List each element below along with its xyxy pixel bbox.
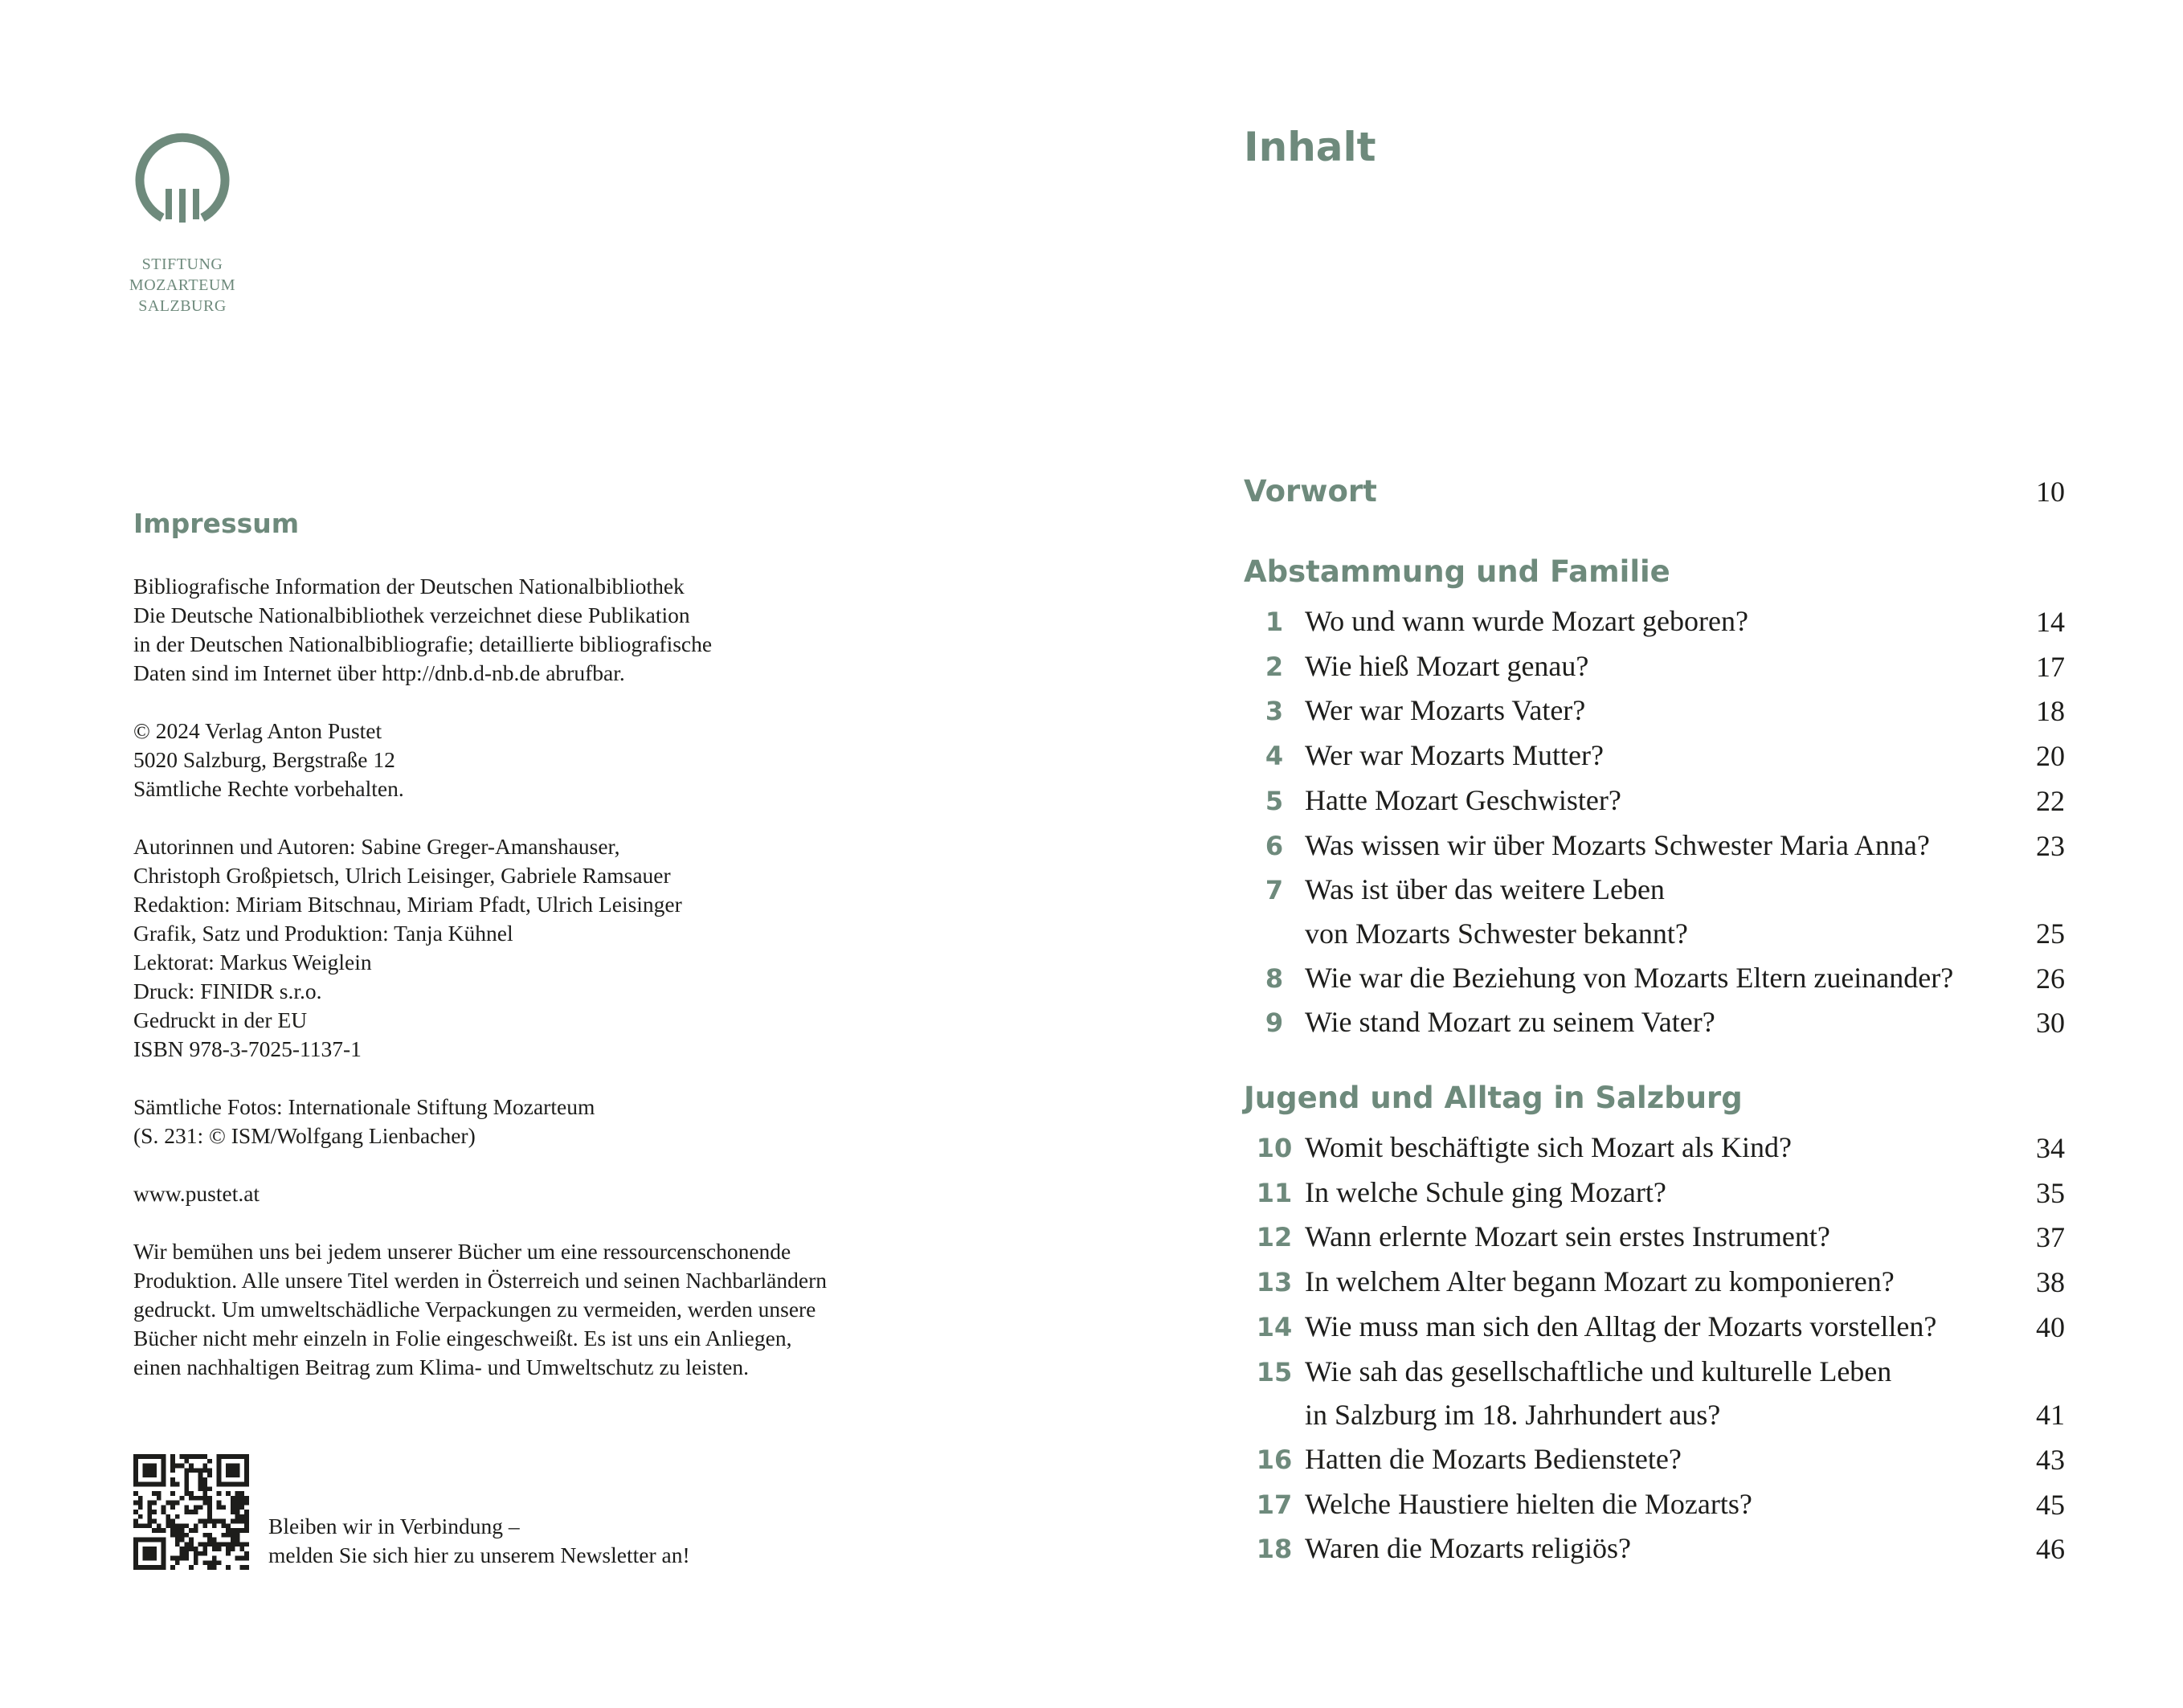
toc-entry-title-line: Wie muss man sich den Alltag der Mozarts vorstellen? xyxy=(1305,1310,1937,1342)
impressum-block xyxy=(133,1093,945,1150)
toc-entry-title[interactable] xyxy=(1305,1437,2009,1481)
toc-entry-page: 46 xyxy=(2036,1533,2065,1566)
toc-entry-title-line: Waren die Mozarts religiös? xyxy=(1305,1532,1631,1565)
toc-entry-number: 16 xyxy=(1256,1444,1293,1475)
toc-entry[interactable] xyxy=(1244,644,2065,689)
impressum-line: gedruckt. Um umweltschädliche Verpackungen zu vermeiden, werden unsere xyxy=(133,1297,816,1322)
toc-entry-number: 10 xyxy=(1256,1133,1293,1164)
toc-entry-number: 8 xyxy=(1265,962,1284,994)
toc-entry-page: 17 xyxy=(2036,650,2065,683)
toc-entry-page: 37 xyxy=(2036,1221,2065,1254)
toc-entry-title[interactable] xyxy=(1305,644,2009,689)
logo-text-line: STIFTUNG xyxy=(141,255,223,273)
toc-entry[interactable] xyxy=(1244,1260,2065,1305)
impressum-line: ISBN 978-3-7025-1137-1 xyxy=(133,1036,362,1061)
impressum-line: Sämtliche Fotos: Internationale Stiftung Mozarteum xyxy=(133,1094,595,1119)
toc-entry-title[interactable] xyxy=(1305,956,2009,1000)
impressum-block xyxy=(133,1179,945,1208)
toc-section-title[interactable]: Jugend und Alltag in Salzburg xyxy=(1244,1081,1743,1116)
toc-entry-page: 43 xyxy=(2036,1443,2065,1476)
impressum-line: Daten sind im Internet über http://dnb.d-nb.de abrufbar. xyxy=(133,660,625,685)
table-of-contents xyxy=(1244,474,2065,1607)
toc-entry-title-line: Was ist über das weitere Leben xyxy=(1305,873,1665,906)
toc-entry[interactable] xyxy=(1244,868,2065,955)
toc-entry-number: 2 xyxy=(1265,651,1284,682)
impressum-block xyxy=(133,717,945,803)
toc-entry-title-line: Wann erlernte Mozart sein erstes Instrument? xyxy=(1305,1220,1830,1253)
toc-section-title[interactable]: Abstammung und Familie xyxy=(1244,554,1670,589)
toc-entry-number: 17 xyxy=(1256,1489,1293,1520)
toc-entry[interactable] xyxy=(1244,1482,2065,1527)
toc-entry-number: 12 xyxy=(1256,1222,1293,1253)
toc-entry[interactable] xyxy=(1244,1171,2065,1216)
toc-title: Inhalt xyxy=(1244,124,1376,170)
toc-entry-page: 38 xyxy=(2036,1266,2065,1299)
toc-section-header[interactable] xyxy=(1244,474,2065,519)
toc-entry-title-line: In welchem Alter begann Mozart zu komponieren? xyxy=(1305,1265,1895,1298)
logo-wordmark xyxy=(96,254,268,317)
toc-entry-page: 45 xyxy=(2036,1488,2065,1521)
impressum-heading: Impressum xyxy=(133,508,300,539)
impressum-line: Christoph Großpietsch, Ulrich Leisinger, Gabriele Ramsauer xyxy=(133,863,671,888)
toc-entry-number: 7 xyxy=(1265,875,1284,906)
toc-entry[interactable] xyxy=(1244,823,2065,868)
toc-entry[interactable] xyxy=(1244,1000,2065,1045)
impressum-line: Produktion. Alle unsere Titel werden in Österreich und seinen Nachbarländern xyxy=(133,1268,827,1293)
toc-entry-title-line: Wie hieß Mozart genau? xyxy=(1305,649,1589,682)
toc-entry-number: 1 xyxy=(1265,607,1284,637)
toc-entry-title-line: Hatte Mozart Geschwister? xyxy=(1305,783,1621,816)
toc-entry-title-line: Was wissen wir über Mozarts Schwester Maria Anna? xyxy=(1305,828,1930,861)
toc-entry-title[interactable] xyxy=(1305,1482,2009,1526)
toc-section xyxy=(1244,474,2065,519)
qr-code-icon[interactable] xyxy=(133,1454,249,1570)
toc-entry[interactable] xyxy=(1244,599,2065,644)
toc-entry-number: 11 xyxy=(1256,1177,1293,1208)
toc-entry[interactable] xyxy=(1244,1305,2065,1350)
toc-entry-title-line: Wer war Mozarts Mutter? xyxy=(1305,739,1604,772)
toc-entry-page: 35 xyxy=(2036,1176,2065,1209)
impressum-line: Druck: FINIDR s.r.o. xyxy=(133,979,322,1003)
toc-entry-title[interactable] xyxy=(1305,599,2009,644)
impressum-body xyxy=(133,572,945,1411)
toc-entry-page: 41 xyxy=(2036,1399,2065,1432)
toc-entry-number: 15 xyxy=(1256,1356,1293,1387)
toc-entry[interactable] xyxy=(1244,956,2065,1001)
logo-text-line: SALZBURG xyxy=(138,297,227,315)
impressum-block xyxy=(133,1237,945,1382)
toc-entry-title[interactable] xyxy=(1305,733,2009,778)
impressum-line: (S. 231: © ISM/Wolfgang Lienbacher) xyxy=(133,1123,476,1148)
toc-entry-page: 22 xyxy=(2036,784,2065,817)
impressum-line: Redaktion: Miriam Bitschnau, Miriam Pfadt, Ulrich Leisinger xyxy=(133,892,682,917)
impressum-line: in der Deutschen Nationalbibliografie; detaillierte bibliografische xyxy=(133,631,713,656)
toc-entry-page: 25 xyxy=(2036,917,2065,950)
toc-entry-number: 3 xyxy=(1265,696,1284,727)
toc-entry-title-line: von Mozarts Schwester bekannt? xyxy=(1305,917,1688,950)
toc-entry-title[interactable] xyxy=(1305,1171,2009,1215)
toc-entry-title-line: In welche Schule ging Mozart? xyxy=(1305,1175,1666,1208)
impressum-line: Grafik, Satz und Produktion: Tanja Kühnel xyxy=(133,921,513,946)
impressum-block xyxy=(133,572,945,688)
toc-section-page: 10 xyxy=(2036,476,2065,508)
toc-entry-title-line: Wo und wann wurde Mozart geboren? xyxy=(1305,605,1748,637)
impressum-line: Die Deutsche Nationalbibliothek verzeichnet diese Publikation xyxy=(133,603,690,627)
logo-text-line: MOZARTEUM xyxy=(129,276,236,294)
impressum-line: Sämtliche Rechte vorbehalten. xyxy=(133,776,404,801)
newsletter-line: Bleiben wir in Verbindung – xyxy=(268,1514,520,1538)
toc-entry[interactable] xyxy=(1244,689,2065,733)
toc-entry-title-line: Welche Haustiere hielten die Mozarts? xyxy=(1305,1487,1752,1520)
impressum-line: Lektorat: Markus Weiglein xyxy=(133,950,372,975)
toc-entry-title[interactable] xyxy=(1305,1215,2009,1259)
toc-entry-title[interactable] xyxy=(1305,1000,2009,1044)
stiftung-mozarteum-logo xyxy=(133,131,231,229)
newsletter-line: melden Sie sich hier zu unserem Newsletter an! xyxy=(268,1543,690,1567)
toc-entry-title[interactable] xyxy=(1305,1305,2009,1349)
toc-entry-number: 13 xyxy=(1256,1267,1293,1298)
toc-entry-title[interactable] xyxy=(1305,1260,2009,1304)
logo-mark-icon xyxy=(133,131,231,229)
toc-entry-number: 5 xyxy=(1265,785,1284,816)
toc-entry-page: 18 xyxy=(2036,695,2065,728)
impressum-block xyxy=(133,832,945,1064)
toc-section-header[interactable] xyxy=(1244,1081,2065,1126)
toc-entry-title[interactable] xyxy=(1305,778,2009,823)
toc-section-header[interactable] xyxy=(1244,554,2065,599)
toc-entry-page: 26 xyxy=(2036,962,2065,995)
toc-entry-page: 20 xyxy=(2036,740,2065,773)
toc-entry-page: 40 xyxy=(2036,1310,2065,1343)
toc-entry-page: 14 xyxy=(2036,606,2065,638)
toc-entry-number: 14 xyxy=(1256,1311,1293,1342)
impressum-line: einen nachhaltigen Beitrag zum Klima- und Umweltschutz zu leisten. xyxy=(133,1355,749,1379)
toc-entry-title[interactable] xyxy=(1305,689,2009,733)
impressum-line: Gedruckt in der EU xyxy=(133,1007,308,1032)
toc-section-title[interactable]: Vorwort xyxy=(1244,474,1377,509)
impressum-line: 5020 Salzburg, Bergstraße 12 xyxy=(133,747,395,772)
impressum-line: © 2024 Verlag Anton Pustet xyxy=(133,718,382,743)
newsletter-text xyxy=(268,1512,690,1570)
impressum-line: Bücher nicht mehr einzeln in Folie eingeschweißt. Es ist uns ein Anliegen, xyxy=(133,1326,792,1350)
toc-entry-number: 9 xyxy=(1265,1007,1284,1039)
toc-entry[interactable] xyxy=(1244,1350,2065,1437)
toc-entry-title[interactable] xyxy=(1305,1350,2009,1437)
toc-entry-number: 4 xyxy=(1265,741,1284,772)
toc-entry-title-line: Wie war die Beziehung von Mozarts Eltern zueinander? xyxy=(1305,961,1954,994)
toc-entry[interactable] xyxy=(1244,733,2065,778)
toc-section xyxy=(1244,1081,2065,1571)
impressum-line: Bibliografische Information der Deutschen Nationalbibliothek xyxy=(133,574,685,599)
impressum-line: Autorinnen und Autoren: Sabine Greger-Amanshauser, xyxy=(133,834,620,859)
toc-section xyxy=(1244,554,2065,1045)
toc-entry-title-line: Wie stand Mozart zu seinem Vater? xyxy=(1305,1006,1715,1039)
toc-entry-title[interactable] xyxy=(1305,823,2009,868)
toc-entry-title-line: Hatten die Mozarts Bedienstete? xyxy=(1305,1442,1682,1475)
publisher-website-link[interactable]: www.pustet.at xyxy=(133,1181,260,1206)
toc-entry-number: 18 xyxy=(1256,1534,1293,1565)
toc-entry-title-line: Wer war Mozarts Vater? xyxy=(1305,694,1586,727)
toc-entry-page: 34 xyxy=(2036,1132,2065,1165)
toc-entry-title-line: in Salzburg im 18. Jahrhundert aus? xyxy=(1305,1399,1721,1432)
toc-entry-title-line: Wie sah das gesellschaftliche und kulturelle Leben xyxy=(1305,1355,1892,1387)
toc-entry[interactable] xyxy=(1244,778,2065,823)
toc-entry-title[interactable] xyxy=(1305,1126,2009,1170)
toc-entry-page: 30 xyxy=(2036,1007,2065,1040)
impressum-line: Wir bemühen uns bei jedem unserer Bücher um eine ressourcenschonende xyxy=(133,1239,791,1264)
toc-entry-title[interactable] xyxy=(1305,868,2009,955)
toc-entry-page: 23 xyxy=(2036,829,2065,862)
toc-entry[interactable] xyxy=(1244,1126,2065,1171)
toc-entry-title[interactable] xyxy=(1305,1526,2009,1571)
toc-entry[interactable] xyxy=(1244,1437,2065,1482)
toc-entry[interactable] xyxy=(1244,1215,2065,1260)
toc-entry-title-line: Womit beschäftigte sich Mozart als Kind? xyxy=(1305,1131,1792,1164)
toc-entry-number: 6 xyxy=(1265,830,1284,861)
toc-entry[interactable] xyxy=(1244,1526,2065,1571)
